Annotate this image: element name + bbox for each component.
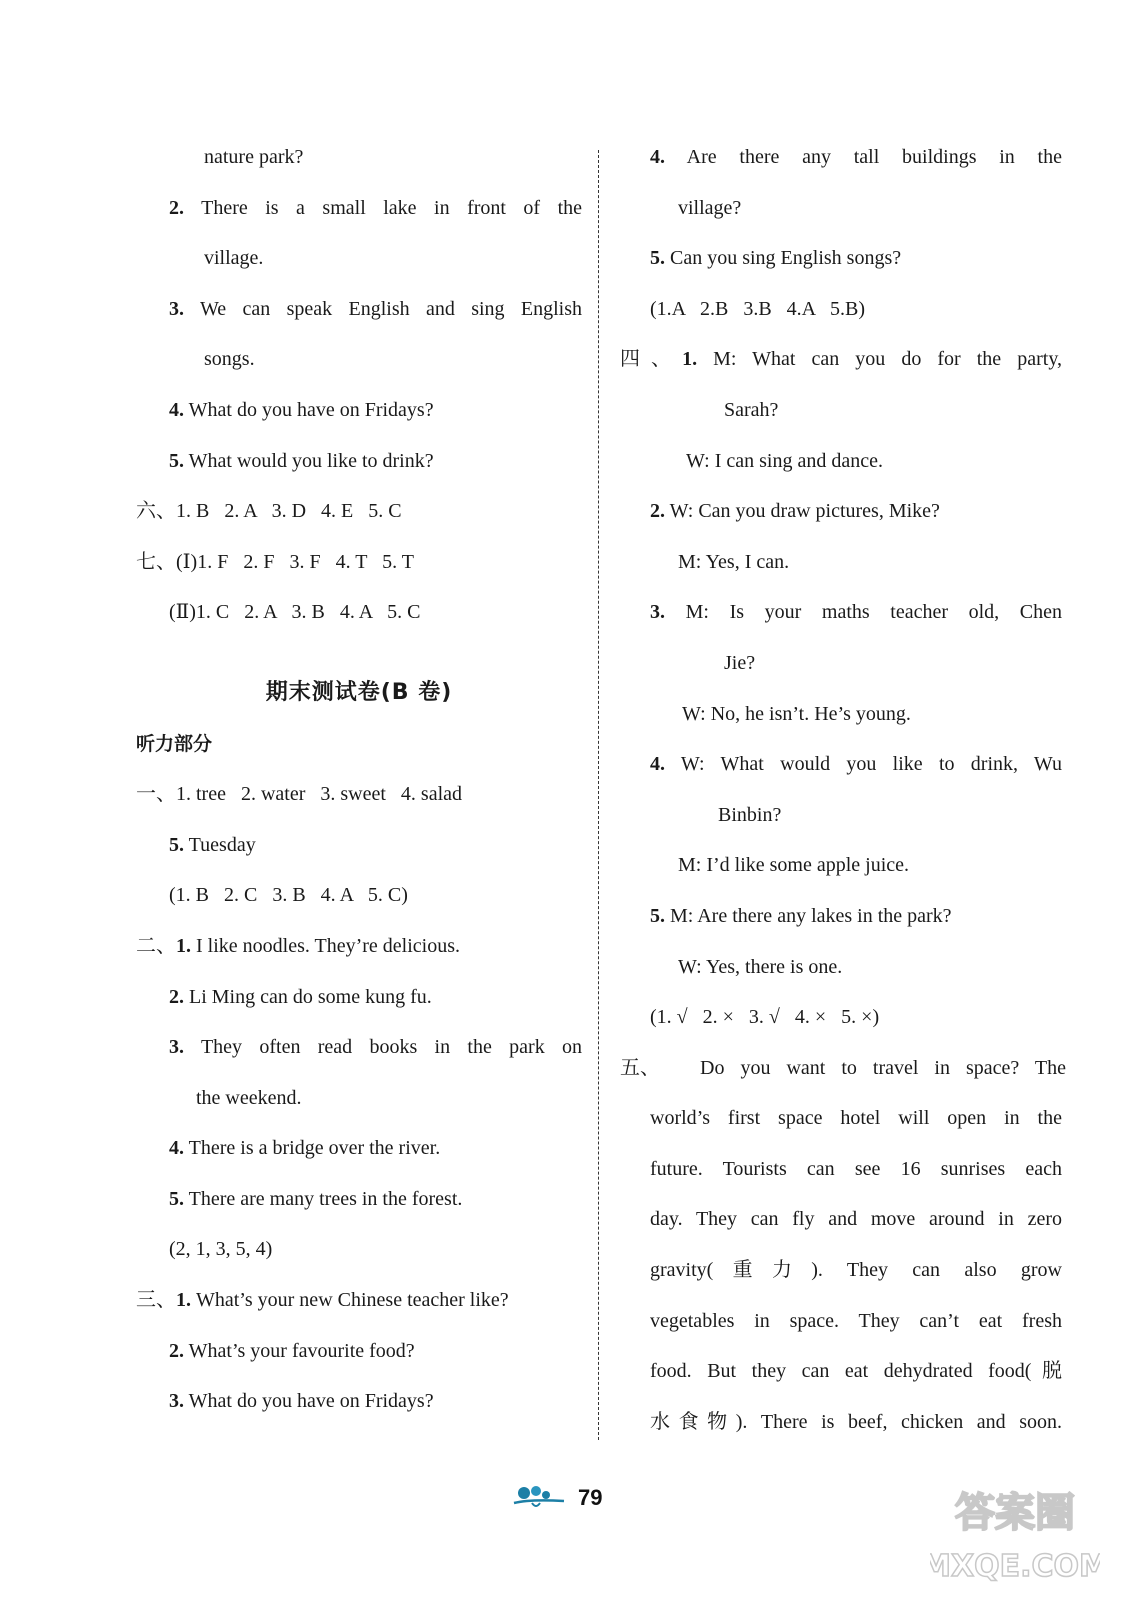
text-line: 3. What do you have on Fridays? <box>169 1390 434 1413</box>
text-line: 2. Li Ming can do some kung fu. <box>169 985 432 1008</box>
text-line: 2. There is a small lake in front of the <box>169 196 583 219</box>
watermark-text-top: 答案圈 <box>955 1490 1075 1536</box>
text-line: day. They can fly and move around in zero <box>650 1208 1062 1231</box>
answer-line: 六、1. B 2. A 3. D 4. E 5. C <box>136 500 402 523</box>
column-divider <box>598 150 599 1440</box>
sub-title: 听力部分 <box>136 732 213 755</box>
text-line: future. Tourists can see 16 sunrises each <box>650 1157 1062 1180</box>
answer-line: (Ⅱ)1. C 2. A 3. B 4. A 5. C <box>169 601 421 624</box>
text-line: W: No, he isn’t. He’s young. <box>682 702 911 725</box>
left-column <box>136 132 582 1427</box>
text-line: 5. What would you like to drink? <box>169 449 434 472</box>
text-line: Sarah? <box>724 398 779 421</box>
text-line: village? <box>678 196 742 219</box>
text-line: 3. M: Is your maths teacher old, Chen <box>650 601 1063 624</box>
answer-line: (1. B 2. C 3. B 4. A 5. C) <box>169 884 408 907</box>
text-line: M: Yes, I can. <box>678 550 790 573</box>
text-line: vegetables in space. They can’t eat fresh <box>650 1309 1062 1332</box>
text-line: songs. <box>204 348 255 371</box>
answer-line: (2, 1, 3, 5, 4) <box>169 1238 273 1261</box>
text-line: 2. What’s your favourite food? <box>169 1339 415 1362</box>
text-line: nature park? <box>204 146 304 168</box>
page-number: 79 <box>578 1485 603 1510</box>
text-line: 3. They often read books in the park on <box>169 1036 582 1059</box>
watermark-logo <box>930 1478 1100 1588</box>
text-line: the weekend. <box>196 1086 302 1109</box>
text-line: 2. W: Can you draw pictures, Mike? <box>650 500 940 523</box>
text-line: 4. W: What would you like to drink, Wu <box>650 753 1062 776</box>
text-line: M: I’d like some apple juice. <box>678 854 910 877</box>
text-line: Binbin? <box>718 803 782 826</box>
page-footer <box>510 1478 602 1518</box>
text-line: 四、1. M: What can you do for the party, <box>620 348 1063 371</box>
text-span: Do you want to travel in space? The <box>700 1056 1066 1079</box>
text-line: 五、 Do you want to travel in space? The <box>620 1043 1062 1094</box>
text-line: 4. What do you have on Fridays? <box>169 398 434 421</box>
text-line: village. <box>204 247 264 270</box>
text-line: gravity(重力). They can also grow <box>650 1259 1062 1282</box>
text-line: 4. There is a bridge over the river. <box>169 1137 441 1160</box>
text-line: Jie? <box>724 651 756 674</box>
section-title: 期末测试卷(B 卷) <box>265 679 453 705</box>
watermark-text-bottom: MXQE.COM <box>930 1549 1100 1584</box>
answer-line: 七、(Ⅰ)1. F 2. F 3. F 4. T 5. T <box>136 550 414 573</box>
text-line: 5. M: Are there any lakes in the park? <box>650 904 952 927</box>
text-line: 5. Tuesday <box>169 833 256 856</box>
answer-line: 一、1. tree 2. water 3. sweet 4. salad <box>136 783 463 806</box>
text-line: 3. We can speak English and sing English <box>169 297 583 320</box>
text-line: food. But they can eat dehydrated food(脱 <box>650 1360 1062 1383</box>
flower-icon <box>510 1481 568 1516</box>
text-line: 水食物). There is beef, chicken and soon. <box>650 1410 1062 1433</box>
text-line: W: I can sing and dance. <box>686 449 883 472</box>
text-line: 二、1. I like noodles. They’re delicious. <box>136 934 461 957</box>
answer-line: (1.A 2.B 3.B 4.A 5.B) <box>650 297 866 320</box>
text-line: world’s first space hotel will open in the <box>650 1107 1062 1130</box>
right-column <box>620 132 1066 1447</box>
text-line: 5. Can you sing English songs? <box>650 247 902 270</box>
text-line: 5. There are many trees in the forest. <box>169 1187 463 1210</box>
text-line: 三、1. What’s your new Chinese teacher like? <box>136 1289 509 1312</box>
text-line: 4. Are there any tall buildings in the <box>650 146 1062 168</box>
answer-line: (1. √ 2. × 3. √ 4. × 5. ×) <box>650 1006 880 1029</box>
text-line: W: Yes, there is one. <box>678 955 843 978</box>
